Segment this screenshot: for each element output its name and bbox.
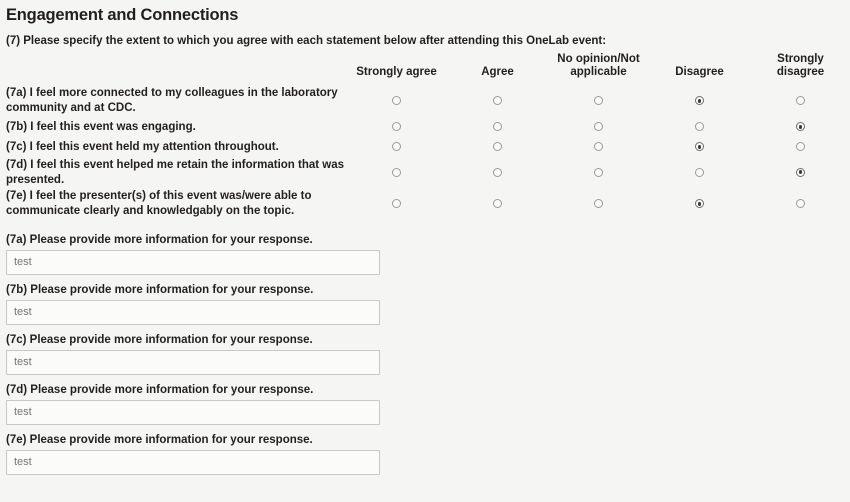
radio-7e-strongly-disagree[interactable] (796, 199, 805, 208)
followup-block-7e (6, 434, 850, 475)
matrix-cell-7c-strongly-agree[interactable] (346, 137, 447, 157)
table-row (6, 85, 850, 116)
radio-7b-disagree[interactable] (695, 122, 704, 131)
radio-7c-strongly-disagree[interactable] (796, 142, 805, 151)
agreement-matrix (6, 51, 850, 220)
radio-7e-agree[interactable] (493, 199, 502, 208)
matrix-cell-7b-disagree[interactable] (649, 117, 750, 137)
followup-block-7b (6, 284, 850, 325)
matrix-cell-7b-strongly-disagree[interactable] (750, 117, 850, 137)
matrix-cell-7b-agree[interactable] (447, 117, 548, 137)
table-row (6, 157, 850, 188)
radio-7b-strongly-disagree[interactable] (796, 122, 805, 131)
matrix-column-header-no-opinion: No opinion/Not applicable (557, 53, 640, 79)
followup-label-7b: (7b) Please provide more information for your response. (6, 283, 314, 296)
followup-label-7e: (7e) Please provide more information for your response. (6, 433, 313, 446)
radio-7a-strongly-agree[interactable] (392, 96, 401, 105)
matrix-cell-7e-disagree[interactable] (649, 188, 750, 219)
followup-input-7b[interactable] (6, 300, 380, 325)
matrix-cell-7c-disagree[interactable] (649, 137, 750, 157)
radio-7a-strongly-disagree[interactable] (796, 96, 805, 105)
matrix-cell-7e-strongly-agree[interactable] (346, 188, 447, 219)
matrix-cell-7b-strongly-agree[interactable] (346, 117, 447, 137)
table-row (6, 117, 850, 137)
matrix-column-header-agree: Agree (481, 66, 514, 79)
followup-input-7e[interactable] (6, 450, 380, 475)
matrix-corner-cell (6, 51, 346, 85)
matrix-header-row (6, 51, 850, 85)
survey-page (0, 6, 850, 502)
radio-7b-agree[interactable] (493, 122, 502, 131)
radio-7c-agree[interactable] (493, 142, 502, 151)
matrix-statement-7e: (7e) I feel the presenter(s) of this event was/were able to communicate clearly and knowledgably on the topic. (6, 190, 312, 218)
radio-7d-agree[interactable] (493, 168, 502, 177)
matrix-cell-7c-strongly-disagree[interactable] (750, 137, 850, 157)
page-title: Engagement and Connections (6, 6, 239, 24)
radio-7c-strongly-agree[interactable] (392, 142, 401, 151)
table-row (6, 188, 850, 219)
radio-7a-disagree[interactable] (695, 96, 704, 105)
radio-7d-disagree[interactable] (695, 168, 704, 177)
matrix-cell-7c-no-opinion[interactable] (548, 137, 649, 157)
followup-input-7a[interactable] (6, 250, 380, 275)
followup-block-7d (6, 384, 850, 425)
matrix-cell-7d-strongly-agree[interactable] (346, 157, 447, 188)
matrix-cell-7a-disagree[interactable] (649, 85, 750, 116)
matrix-cell-7a-no-opinion[interactable] (548, 85, 649, 116)
followup-input-7c[interactable] (6, 350, 380, 375)
radio-7e-disagree[interactable] (695, 199, 704, 208)
radio-7a-no-opinion[interactable] (594, 96, 603, 105)
radio-7e-no-opinion[interactable] (594, 199, 603, 208)
matrix-cell-7a-strongly-disagree[interactable] (750, 85, 850, 116)
matrix-cell-7a-agree[interactable] (447, 85, 548, 116)
radio-7e-strongly-agree[interactable] (392, 199, 401, 208)
matrix-cell-7e-agree[interactable] (447, 188, 548, 219)
matrix-column-header-strongly-agree: Strongly agree (356, 66, 437, 79)
followup-block-7a (6, 234, 850, 275)
radio-7b-no-opinion[interactable] (594, 122, 603, 131)
question-prompt: (7) Please specify the extent to which you agree with each statement below after attending this OneLab event: (6, 35, 607, 47)
matrix-statement-7b: (7b) I feel this event was engaging. (6, 120, 196, 133)
radio-7a-agree[interactable] (493, 96, 502, 105)
radio-7d-no-opinion[interactable] (594, 168, 603, 177)
radio-7c-disagree[interactable] (695, 142, 704, 151)
radio-7b-strongly-agree[interactable] (392, 122, 401, 131)
matrix-cell-7d-disagree[interactable] (649, 157, 750, 188)
table-row (6, 137, 850, 157)
matrix-column-header-strongly-disagree: Strongly disagree (776, 53, 825, 79)
followup-input-7d[interactable] (6, 400, 380, 425)
followup-label-7d: (7d) Please provide more information for your response. (6, 383, 314, 396)
followup-label-7c: (7c) Please provide more information for your response. (6, 333, 313, 346)
matrix-cell-7d-no-opinion[interactable] (548, 157, 649, 188)
followup-label-7a: (7a) Please provide more information for your response. (6, 233, 313, 246)
matrix-statement-7a: (7a) I feel more connected to my colleagues in the laboratory community and at CDC. (6, 87, 338, 115)
matrix-cell-7e-strongly-disagree[interactable] (750, 188, 850, 219)
radio-7d-strongly-disagree[interactable] (796, 168, 805, 177)
matrix-cell-7c-agree[interactable] (447, 137, 548, 157)
followup-block-7c (6, 334, 850, 375)
matrix-column-header-disagree: Disagree (675, 66, 724, 79)
matrix-cell-7d-agree[interactable] (447, 157, 548, 188)
matrix-cell-7e-no-opinion[interactable] (548, 188, 649, 219)
followup-questions (6, 234, 850, 475)
matrix-statement-7d: (7d) I feel this event helped me retain the information that was presented. (6, 158, 345, 186)
matrix-cell-7b-no-opinion[interactable] (548, 117, 649, 137)
matrix-cell-7a-strongly-agree[interactable] (346, 85, 447, 116)
radio-7d-strongly-agree[interactable] (392, 168, 401, 177)
matrix-statement-7c: (7c) I feel this event held my attention throughout. (6, 140, 279, 153)
matrix-cell-7d-strongly-disagree[interactable] (750, 157, 850, 188)
radio-7c-no-opinion[interactable] (594, 142, 603, 151)
